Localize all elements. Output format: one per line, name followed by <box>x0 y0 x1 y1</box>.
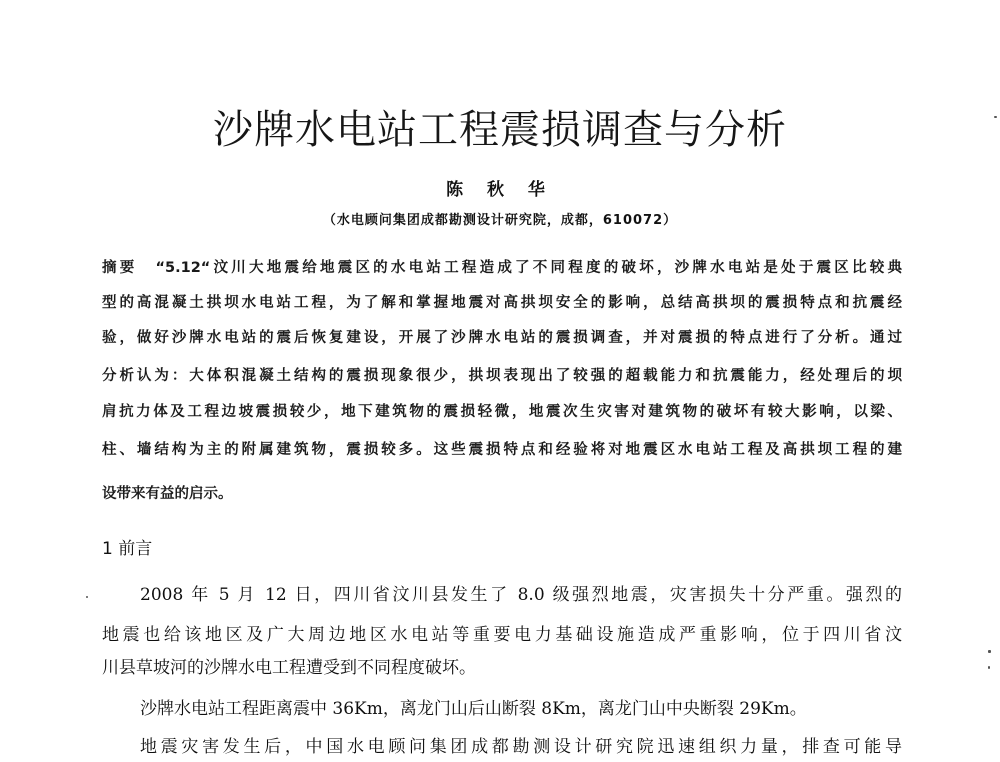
abstract-line: 验，做好沙牌水电站的震后恢复建设，开展了沙牌水电站的震损调查，并对震损的特点进行了分析。通过 <box>102 330 902 346</box>
body-line: 2008 年 5 月 12 日，四川省汶川县发生了 8.0 级强烈地震，灾害损失十分严重。强烈的 <box>140 585 902 605</box>
abstract-line: 肩抗力体及工程边坡震损较少，地下建筑物的震损轻微，地震次生灾害对建筑物的破坏有较大影响，以梁、 <box>102 404 902 420</box>
abstract-line: 摘要 “5.12“汶川大地震给地震区的水电站工程造成了不同程度的破坏，沙牌水电站是处于震区比较典 <box>102 260 903 276</box>
body-line: 川县草坡河的沙牌水电工程遭受到不同程度破坏。 <box>102 658 476 678</box>
author-affiliation: （水电顾问集团成都勘测设计研究院，成都，610072） <box>322 213 678 228</box>
body-line: 沙牌水电站工程距离震中 36Km，离龙门山后山断裂 8Km，离龙门山中央断裂 29Km。 <box>140 699 807 719</box>
paper-title: 沙牌水电站工程震损调查与分析 <box>213 107 787 153</box>
scan-speck <box>988 650 991 653</box>
section-heading: 1 前言 <box>102 539 153 559</box>
author-name: 陈 秋 华 <box>446 180 554 200</box>
abstract-line: 型的高混凝土拱坝水电站工程，为了解和掌握地震对高拱坝安全的影响，总结高拱坝的震损特点和抗震经 <box>102 295 902 311</box>
body-line-cut: 地震灾害发生后，中国水电顾问集团成都勘测设计研究院迅速组织力量，排查可能导 <box>140 737 902 757</box>
scan-speck <box>86 596 88 598</box>
scan-speck <box>994 116 997 118</box>
scan-speck <box>988 666 990 669</box>
abstract-line: 柱、墙结构为主的附属建筑物，震损较多。这些震损特点和经验将对地震区水电站工程及高拱坝工程的建 <box>102 442 902 458</box>
abstract-line: 分析认为：大体积混凝土结构的震损现象很少，拱坝表现出了较强的超载能力和抗震能力，经处理后的坝 <box>102 368 902 384</box>
abstract-label: 摘要 <box>102 260 138 276</box>
abstract-line: 设带来有益的启示。 <box>102 486 233 502</box>
body-line: 地震也给该地区及广大周边地区水电站等重要电力基础设施造成严重影响，位于四川省汶 <box>102 625 902 645</box>
